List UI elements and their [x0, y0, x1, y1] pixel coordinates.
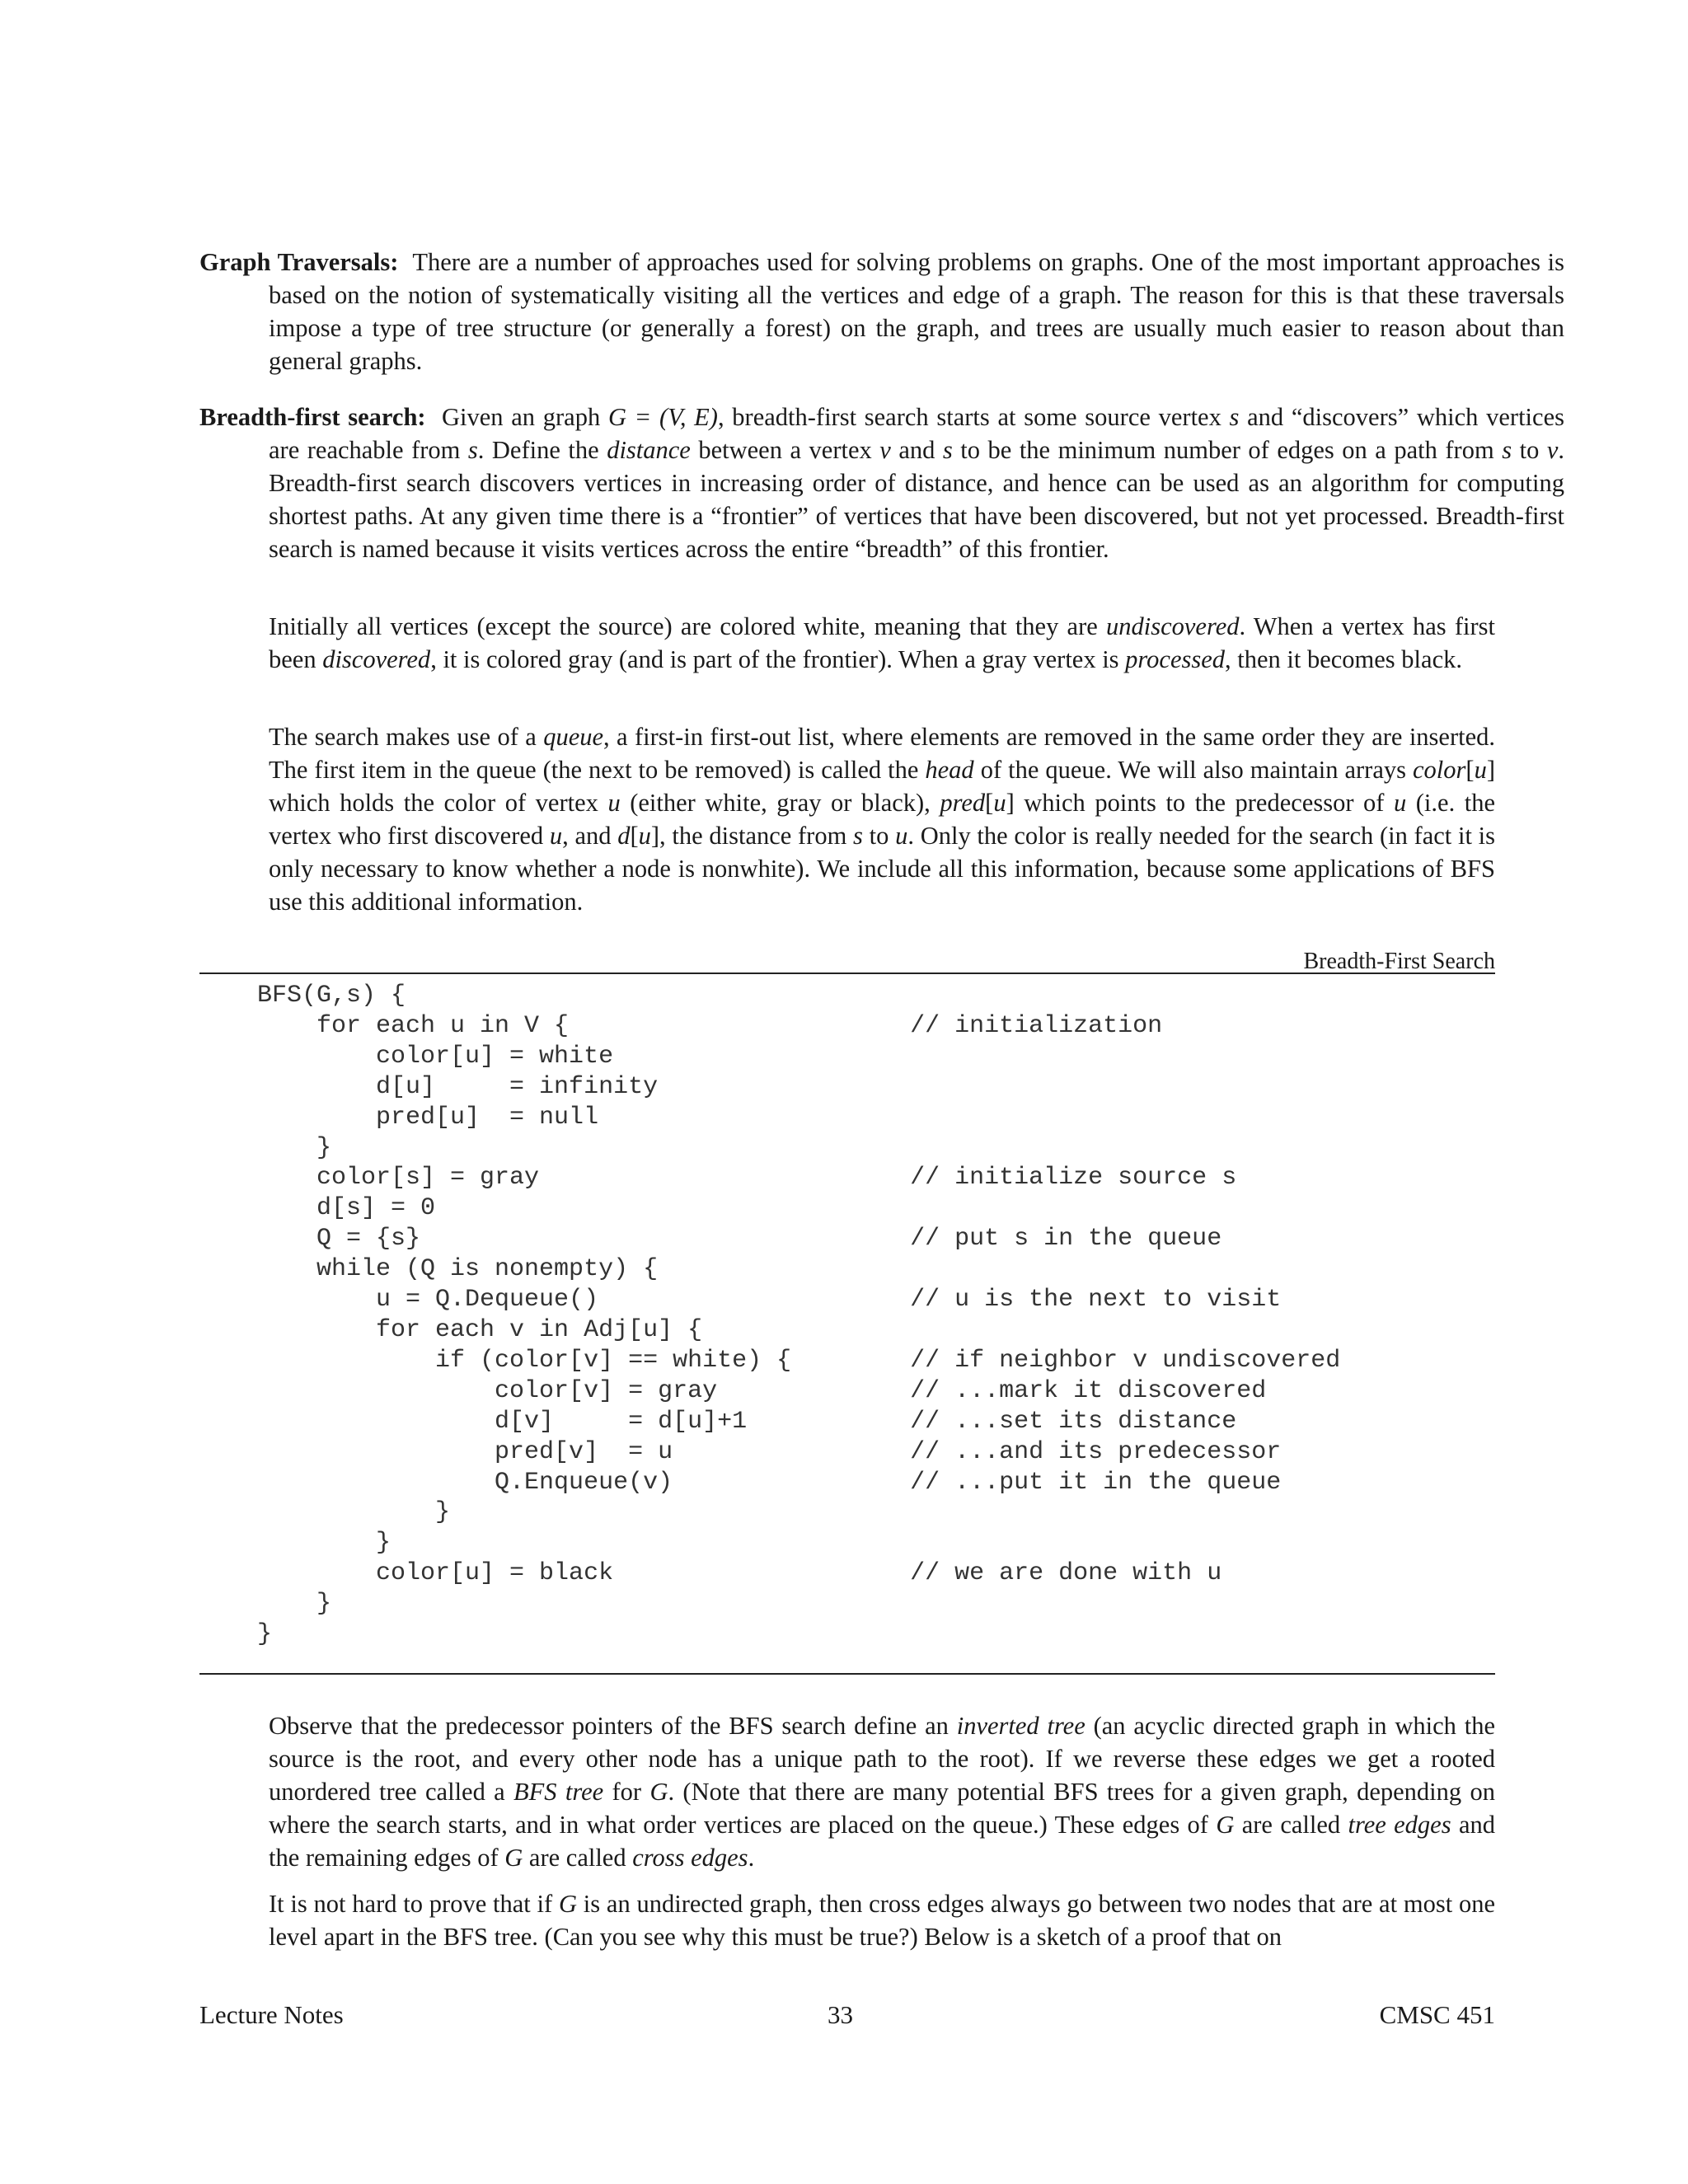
text-run: [ — [985, 789, 994, 817]
text-run: (an acyclic directed graph in which the source is the root, and every other node has a unique path to the root). If we reverse these edges we get a rooted unordered tree called a — [269, 1712, 1496, 1806]
code-line: Q.Enqueue(v) // ...put it in the queue — [257, 1468, 1282, 1497]
emphasis: processed — [1125, 645, 1226, 673]
graph-traversals-paragraph — [199, 246, 1564, 377]
after-paragraph-1 — [269, 1709, 1495, 1874]
bfs-paragraph-2 — [269, 610, 1495, 676]
code-line: d[v] = d[u]+1 // ...set its distance — [257, 1407, 1237, 1436]
emphasis: head — [925, 756, 974, 784]
code-line: if (color[v] == white) { // if neighbor v undiscovered — [257, 1346, 1341, 1375]
after-paragraph-2 — [269, 1887, 1495, 1953]
math-var: u — [1474, 756, 1487, 784]
text-run: to be the minimum number of edges on a path from — [952, 436, 1503, 464]
text-run: and “discovers” which vertices are reachable from — [269, 403, 1564, 464]
math-var: u — [993, 789, 1006, 817]
code-line: } — [257, 1590, 332, 1619]
text-run: are called — [523, 1844, 633, 1872]
math-var: u — [549, 822, 563, 850]
math-var: u — [1393, 789, 1407, 817]
emphasis: undiscovered — [1106, 612, 1240, 640]
text-run: (i.e. the vertex who first discovered — [269, 789, 1496, 850]
code-line: for each v in Adj[u] { — [257, 1315, 703, 1344]
text-run: of the queue. We will also maintain arrays — [973, 756, 1414, 784]
code-line: u = Q.Dequeue() // u is the next to visit — [257, 1286, 1282, 1315]
text-run: Given an graph — [442, 403, 608, 431]
code-line: d[s] = 0 — [257, 1194, 436, 1223]
text-run: The search makes use of a — [269, 723, 544, 751]
text-run: . Breadth-first search discovers vertices in increasing order of distance, and hence can be used as an algorithm for computing shortest paths. At any given time there is a “frontier” of vertices that have been discovered, but not yet processed. Breadth-first search is named because it visits vertices across the entire “breadth” of this frontier. — [269, 436, 1565, 563]
text-run: to — [862, 822, 896, 850]
code-line: pred[u] = null — [257, 1103, 599, 1132]
text-run: and the remaining edges of — [269, 1811, 1495, 1872]
algorithm-bottom-rule — [199, 1673, 1495, 1675]
text-run: Initially all vertices (except the source) are colored white, meaning that they are — [269, 612, 1106, 640]
emphasis: cross edges — [632, 1844, 748, 1872]
emphasis: BFS tree — [513, 1778, 604, 1806]
text-run: , a first-in first-out list, where elements are removed in the same order they are inserted. The first item in the queue (the next to be removed) is called the — [269, 723, 1496, 784]
text-run: , and — [562, 822, 618, 850]
footer-left: Lecture Notes — [199, 2000, 344, 2029]
math-var: u — [638, 822, 651, 850]
text-run: . — [748, 1844, 755, 1872]
math-var: s — [1229, 403, 1240, 431]
math-var: s — [942, 436, 953, 464]
math-var: d — [617, 822, 631, 850]
math-var: s — [1502, 436, 1512, 464]
emphasis: inverted tree — [956, 1712, 1085, 1740]
algorithm-title: Breadth-First Search — [1303, 949, 1495, 974]
math-var: u — [895, 822, 908, 850]
math-var: pred — [940, 789, 986, 817]
text-run: between a vertex — [690, 436, 880, 464]
math-var: s — [853, 822, 863, 850]
text-run: . Only the color is really needed for the search (in fact it is only necessary to know whether a node is nonwhite). We include all this information, because some applications of BFS use this additional information. — [269, 822, 1495, 916]
emphasis: distance — [607, 436, 691, 464]
code-line: } — [257, 1498, 451, 1527]
text-run: is an undirected graph, then cross edges always go between two nodes that are at most one level apart in the BFS tree. (Can you see why this must be true?) Below is a sketch of a proof that on — [269, 1890, 1495, 1951]
math-var: G — [558, 1890, 578, 1918]
text-run: ] which holds the color of vertex — [269, 756, 1495, 817]
graph-traversals-body: There are a number of approaches used for solving problems on graphs. One of the most important approaches is based on the notion of systematically visiting all the vertices and edge of a graph. The reason for this is that these traversals impose a type of tree structure (or generally a forest) on the graph, and trees are usually much easier to reason about than general graphs. — [269, 248, 1564, 375]
emphasis: color — [1413, 756, 1466, 784]
bfs-paragraph-3 — [269, 720, 1495, 918]
code-line: } — [257, 1620, 273, 1649]
code-line: color[v] = gray // ...mark it discovered — [257, 1376, 1267, 1405]
page-number: 33 — [828, 2000, 853, 2029]
emphasis: queue — [543, 723, 604, 751]
text-run: . (Note that there are many potential BFS trees for a given graph, depending on where the search starts, and in what order vertices are placed on the queue.) These edges of — [269, 1778, 1495, 1839]
math-var: G — [1216, 1811, 1235, 1839]
math-var: v — [1546, 436, 1559, 464]
bfs-paragraph-1 — [199, 401, 1564, 565]
code-line: } — [257, 1529, 392, 1558]
text-run: [ — [630, 822, 639, 850]
text-run: . Define the — [477, 436, 607, 464]
math-var: v — [879, 436, 891, 464]
text-run: [ — [1465, 756, 1475, 784]
code-line: pred[v] = u // ...and its predecessor — [257, 1437, 1282, 1466]
code-line: color[s] = gray // initialize source s — [257, 1164, 1237, 1193]
code-line: } — [257, 1133, 332, 1162]
math-var: G — [649, 1778, 668, 1806]
text-run: , breadth-first search starts at some source vertex — [717, 403, 1230, 431]
text-run: are called — [1234, 1811, 1348, 1839]
text-run: for — [603, 1778, 650, 1806]
math-var: s — [467, 436, 478, 464]
text-run: ] which points to the predecessor of — [1006, 789, 1394, 817]
text-run: and — [890, 436, 943, 464]
math-var: u — [607, 789, 621, 817]
code-line: color[u] = white — [257, 1042, 614, 1071]
code-line: while (Q is nonempty) { — [257, 1255, 659, 1284]
bfs-heading: Breadth-first search: — [199, 403, 426, 431]
code-line: Q = {s} // put s in the queue — [257, 1225, 1222, 1254]
algorithm-top-rule — [199, 972, 1495, 974]
math-graph: G = (V, E) — [607, 403, 718, 431]
code-line: color[u] = black // we are done with u — [257, 1559, 1222, 1588]
math-var: G — [504, 1844, 523, 1872]
text-run: , it is colored gray (and is part of the frontier). When a gray vertex is — [430, 645, 1126, 673]
bfs-pseudocode — [257, 981, 1340, 1650]
graph-traversals-heading: Graph Traversals: — [199, 248, 399, 276]
text-run: ], the distance from — [650, 822, 854, 850]
emphasis: discovered — [322, 645, 431, 673]
code-line: for each u in V { // initialization — [257, 1011, 1163, 1040]
text-run: (either white, gray or black), — [620, 789, 940, 817]
text-run: Observe that the predecessor pointers of the BFS search define an — [269, 1712, 957, 1740]
code-line: d[u] = infinity — [257, 1072, 659, 1101]
text-run: to — [1512, 436, 1547, 464]
text-run: , then it becomes black. — [1225, 645, 1462, 673]
footer-right: CMSC 451 — [1379, 2000, 1495, 2029]
code-line: BFS(G,s) { — [257, 982, 406, 1010]
emphasis: tree edges — [1348, 1811, 1451, 1839]
text-run: . When a vertex has first been — [269, 612, 1495, 673]
text-run: It is not hard to prove that if — [269, 1890, 559, 1918]
